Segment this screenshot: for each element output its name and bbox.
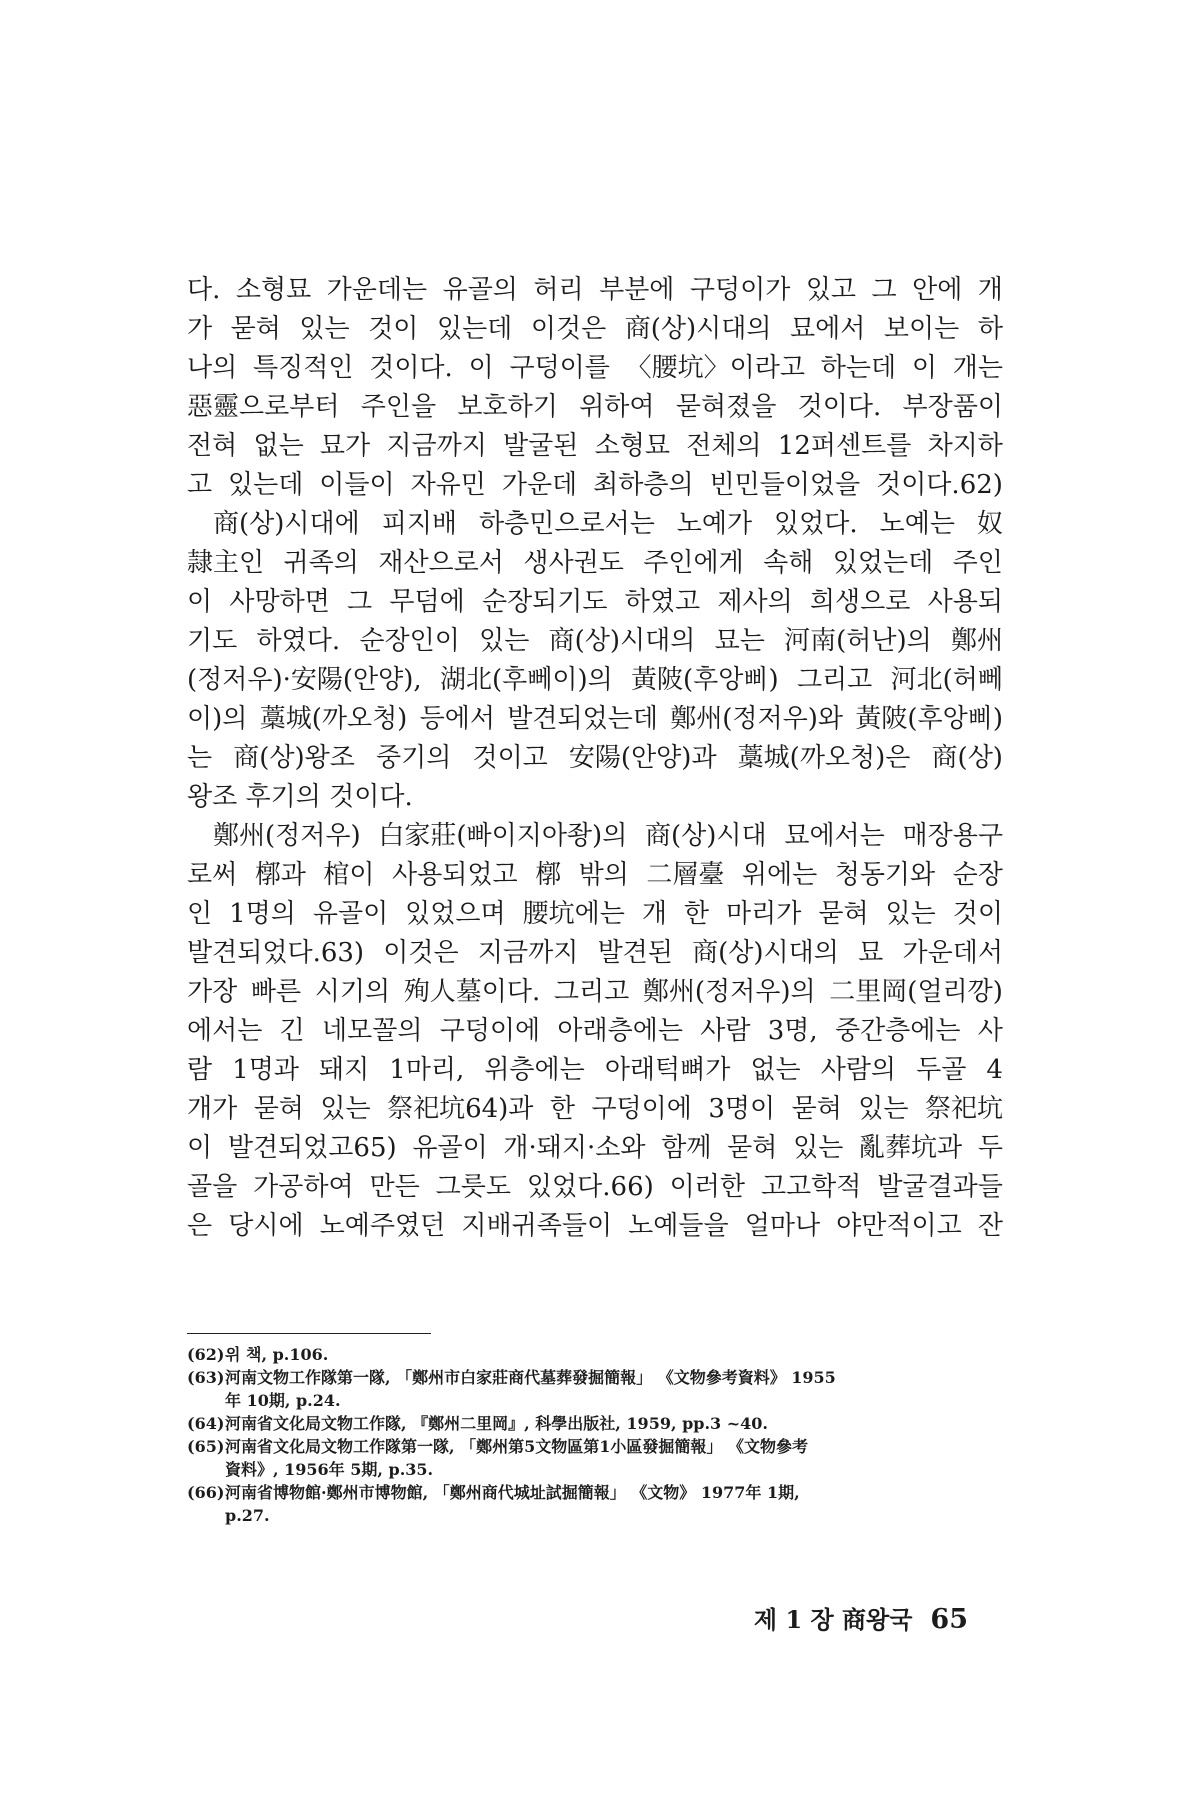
word: 만든 [369,1172,420,1202]
word: 있었다.66) [526,1172,654,1202]
word: 〈腰坑〉이라고 [625,353,806,383]
text-line [187,817,1003,856]
word: 부장품이 [902,392,1003,422]
footnote-mark: (63) [187,1368,225,1387]
word: 그릇도 [435,1172,512,1202]
word: 전체의 [686,431,762,461]
word: 개는 [952,353,1003,383]
text-line [187,1051,1003,1090]
word: 있는 [320,1094,371,1124]
word: 이 [468,353,494,383]
word: 商(상) [931,743,1003,773]
word: 없는 [750,1055,801,1085]
word: 은 [187,1211,213,1241]
word: 하층민으로서는 [479,509,655,539]
word: 商(상)시대의 [624,314,772,344]
word: 1명과 [232,1055,299,1085]
text-line [187,895,1003,934]
word: 발견되었고65) [227,1133,397,1163]
word: 발굴된 [503,431,579,461]
footnote-text: 위 책, p.106. [225,1345,329,1364]
word: 河南(허난)의 [784,626,932,656]
word: 가운데는 [326,275,428,305]
word: 속해 [763,548,814,578]
word: 있었는데 [832,548,934,578]
word: 기도 [187,626,238,656]
word: 殉人墓이다. [403,977,541,1007]
word: 鄭州(정저우)와 [670,704,844,734]
word: 12퍼센트를 [777,431,912,461]
word: 있는 [299,314,350,344]
word: 밖의 [578,860,629,890]
word: 것이다. [369,353,453,383]
word: 그리고 [553,977,630,1007]
word: 개·돼지·소와 [503,1133,646,1163]
word: 부분에 [599,275,675,305]
footnote-continuation: 資料》, 1956年 5期, p.35. [225,1460,434,1479]
word: 귀족의 [283,548,359,578]
word: 잔 [977,1211,1003,1241]
word: 고 [187,470,213,500]
word: 가장 [187,977,238,1007]
word: 구덩이에 [591,1094,692,1124]
word: 安陽(안양)과 [568,743,717,773]
word: 특징적인 [252,353,354,383]
word: 槨과 [254,860,306,890]
word: 지금까지 [477,938,579,968]
word: 것이다.62) [876,470,1003,500]
word: 하였다. [256,626,341,656]
word: 한 [683,899,710,929]
footnote-mark: (62) [187,1345,225,1364]
running-footer [754,1600,968,1635]
word: 발굴결과들 [877,1172,1003,1202]
word: 피지배 [381,509,458,539]
word: 순장인이 [359,626,460,656]
word: 사망하면 [229,587,330,617]
text-line [187,427,1003,466]
word: 유골이 [412,1133,488,1163]
word: 로써 [187,860,238,890]
word: 있는 [793,1133,844,1163]
word: 棺이 [323,860,375,890]
word: 개 [641,899,667,929]
word: 중간층에는 [834,1016,961,1046]
word: 가운데 [501,470,578,500]
word: 두 [977,1133,1003,1163]
word: 河北(허뻬 [890,665,1003,695]
word: 발견되었는데 [507,704,658,734]
word: 祭祀坑 [924,1094,1003,1124]
word: 묻혀 [253,1094,304,1124]
footnote [187,1435,1003,1458]
word: 소형묘 [594,431,670,461]
footnote [187,1343,1003,1366]
word: 3명, [767,1016,818,1046]
word: 있었다. [774,509,858,539]
word: 마리가 [726,899,802,929]
word: 이 [187,1133,213,1163]
word: 이것은 [383,938,459,968]
word: 개가 [187,1094,238,1124]
word: 야만적이고 [836,1211,962,1241]
word: 가 [187,314,213,344]
text-line [187,622,1003,661]
word: 商(상)시대에 [187,509,360,539]
word: 빈민들이었을 [709,470,861,500]
text-line [187,739,1003,778]
word: 것이고 [472,743,548,773]
word: 순장되기도 [481,587,608,617]
word: 鄭州(정저우)의 [642,977,816,1007]
word: 1마리, [389,1055,465,1085]
word: 빠른 [250,977,302,1007]
word: 3명이 [708,1094,776,1124]
word: 鄭州 [950,626,1003,656]
word: (정저우)·安陽(안양), [187,665,422,695]
word: 가운데서 [902,938,1003,968]
footnote-mark: (66) [187,1483,225,1502]
word: 槨 [535,860,562,890]
word: 개 [977,275,1003,305]
word: 묘가 [319,431,371,461]
word: 商(상)시대의 [548,626,696,656]
word: 것이 [368,314,419,344]
body-text [187,271,1003,1246]
word: 유골이 [312,899,389,929]
chapter-title: 제 1 장 商왕국 [753,1605,913,1634]
word: 고고학적 [760,1172,862,1202]
word: 차지하 [927,431,1003,461]
word: 한 [549,1094,575,1124]
text-line [187,388,1003,427]
text-line [187,1168,1003,1207]
word: 다. [187,275,221,305]
word: 희생으로 [809,587,911,617]
word: 鄭州(정저우) [187,821,361,851]
footnote-continuation: p.27. [225,1506,270,1525]
word: 黃陂(후앙삐) [855,704,1003,734]
text-line [187,271,1003,310]
word: 두골 [916,1055,967,1085]
word: 腰坑에는 [522,899,625,929]
word: 주인에게 [643,548,744,578]
word: 지금까지 [386,431,487,461]
word: 奴 [976,509,1003,539]
word: 隷主인 [187,548,265,578]
text-line [187,1090,1003,1129]
word: 묻혀 [791,1094,842,1124]
text-line [187,661,1003,700]
word: 주인 [952,548,1003,578]
word: 구덩이가 [689,275,791,305]
word: 유골의 [442,275,518,305]
word: 자유민 [410,470,486,500]
word: 하였고 [624,587,701,617]
word: 사 [977,1016,1003,1046]
word: 노예는 [879,509,955,539]
text-line [187,856,1003,895]
word: 보이는 [883,314,960,344]
word: 인 [187,899,213,929]
text-line [187,1129,1003,1168]
word: 이)의 [187,704,248,734]
footnote-text: 河南省文化局文物工作隊, 『鄭州二里岡』, 科學出版社, 1959, pp.3 ~40. [225,1414,768,1433]
text-line [187,349,1003,388]
word: 묘에서 [790,314,866,344]
word: 노예들을 [628,1211,729,1241]
word: 商(상)왕조 [233,743,355,773]
word: 나의 [187,353,238,383]
text-line [187,583,1003,622]
text-line [187,544,1003,583]
word: 가공하여 [253,1172,354,1202]
word: 주인을 [360,392,437,422]
word: 소형묘 [235,275,312,305]
word: 아래층에는 [557,1016,684,1046]
word: 발견되었다.63) [187,938,365,968]
footnote [187,1366,1003,1389]
text-line [187,466,1003,505]
word: 노예가 [676,509,753,539]
word: 구덩이를 [509,353,610,383]
word: 藁城(까오청) [259,704,408,734]
word: 黃陂(후앙삐) [631,665,779,695]
word: 등에서 [419,704,495,734]
word: 그 [871,275,897,305]
word: 있는 [885,899,936,929]
word: 湖北(후뻬이)의 [439,665,613,695]
word: 노예주였던 [319,1211,446,1241]
word: 보호하기 [457,392,558,422]
word: 지배귀족들이 [461,1211,613,1241]
text-line [187,1012,1003,1051]
word: 商(상)시대의 [692,938,839,968]
word: 골을 [187,1172,238,1202]
page-number: 65 [930,1604,968,1635]
word: 있고 [805,275,857,305]
footnote-continuation: 年 10期, p.24. [225,1391,341,1410]
word: 구덩이에 [439,1016,541,1046]
word: 묻혀 [230,314,281,344]
text-line [187,310,1003,349]
word: 亂葬坑과 [859,1133,963,1163]
word: 발견된 [597,938,673,968]
word: 이것은 [530,314,607,344]
word: 藁城(까오청)은 [737,743,911,773]
word: 商(상)시대 [645,821,767,851]
word: 무덤에 [389,587,465,617]
word: 二層臺 [646,860,725,890]
word: 안에 [912,275,963,305]
footnote-mark: (65) [187,1437,225,1456]
word: 묘는 [714,626,765,656]
word: 중기의 [375,743,452,773]
word: 순장 [952,860,1003,890]
text-line [187,934,1003,973]
footnotes [187,1343,1003,1527]
word: 당시에 [228,1211,304,1241]
word: 없는 [253,431,304,461]
word: 白家莊(빠이지아좡)의 [378,821,628,851]
word: 사용되 [927,587,1003,617]
word: 묻혀졌을 [675,392,777,422]
word: 이 [911,353,938,383]
text-line [187,700,1003,739]
word: 청동기와 [834,860,936,890]
word: 위층에는 [484,1055,585,1085]
word: 함께 [661,1133,712,1163]
word: 祭祀坑64)과 [387,1094,534,1124]
word: 二里岡(얼리깡) [829,977,1003,1007]
word: 이러한 [669,1172,746,1202]
word: 이 [187,587,213,617]
word: 사람 [700,1016,751,1046]
word: 1명의 [229,899,296,929]
word: 람 [187,1055,213,1085]
word: 사용되었고 [391,860,518,890]
word: 왕조 후기의 것이다. [187,782,413,812]
footnote [187,1412,1003,1435]
word: 있는데 [228,470,304,500]
text-line [187,778,1003,817]
word: 위에는 [741,860,818,890]
text-line [187,505,1003,544]
word: 네모꼴의 [321,1016,423,1046]
text-line [187,973,1003,1012]
word: 허리 [533,275,584,305]
word: 사람의 [820,1055,897,1085]
word: 매장용구 [902,821,1003,851]
word: 묻혀 [818,899,869,929]
footnote-mark: (64) [187,1414,225,1433]
footnote-rule [187,1333,431,1334]
word: 아래턱뼈가 [604,1055,731,1085]
word: 것이 [952,899,1003,929]
word: 에서는 [187,1016,263,1046]
word: 하는데 [820,353,897,383]
word: 묘에서는 [784,821,885,851]
word: 4 [986,1055,1003,1085]
word: 있는데 [436,314,513,344]
footnote-text: 河南文物工作隊第一隊, 「鄭州市白家莊商代墓葬發掘簡報」 《文物參考資料》 1955 [225,1368,836,1387]
word: 묘 [858,938,884,968]
word: 생사권도 [523,548,624,578]
word: 惡靈으로부터 [187,392,340,422]
footnote [187,1481,1003,1504]
word: 는 [187,743,213,773]
word: 있는 [479,626,530,656]
footnote-text: 河南省博物館·鄭州市博物館, 「鄭州商代城址試掘簡報」 《文物》 1977年 1期, [225,1483,800,1502]
word: 그리고 [796,665,873,695]
word: 것이다. [797,392,882,422]
word: 있었으며 [405,899,506,929]
word: 묻혀 [727,1133,778,1163]
word: 위하여 [579,392,655,422]
word: 전혀 [187,431,238,461]
word: 돼지 [318,1055,370,1085]
word: 이들이 [319,470,395,500]
word: 긴 [279,1016,305,1046]
word: 얼마나 [744,1211,821,1241]
footnote-text: 河南省文化局文物工作隊第一隊, 「鄭州第5文物區第1小區發掘簡報」 《文物參考 [225,1437,808,1456]
word: 하 [977,314,1003,344]
word: 그 [347,587,373,617]
text-line [187,1207,1003,1246]
word: 제사의 [717,587,793,617]
word: 최하층의 [593,470,694,500]
word: 있는 [858,1094,909,1124]
word: 재산으로서 [378,548,504,578]
word: 시기의 [314,977,391,1007]
